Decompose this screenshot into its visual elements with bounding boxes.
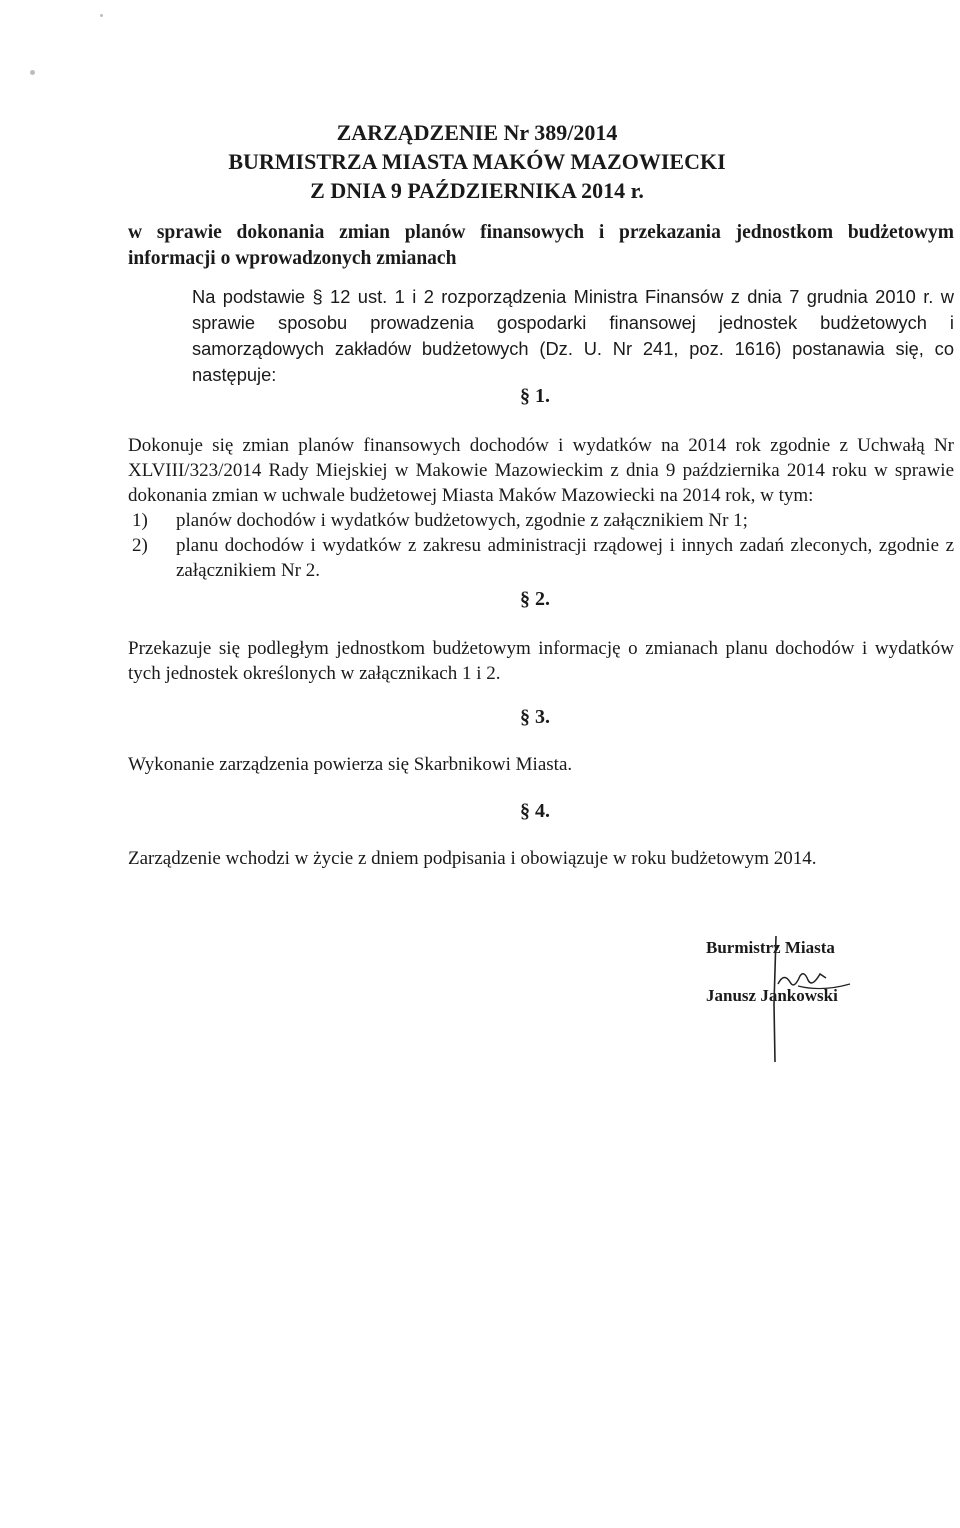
legal-basis bbox=[128, 284, 954, 388]
title-line-2: BURMISTRZA MIASTA MAKÓW MAZOWIECKI bbox=[228, 149, 726, 174]
signatory-name: Janusz Jankowski bbox=[706, 986, 838, 1005]
document-title bbox=[0, 118, 960, 205]
section-2-text: Przekazuje się podległym jednostkom budżetowym informację o zmianach planu dochodów i wydatków tych jednostek określonych w załącznikach 1 i 2. bbox=[128, 638, 954, 684]
list-item-text: planu dochodów i wydatków z zakresu administracji rządowej i innych zadań zleconych, zgodnie z załącznikiem Nr 2. bbox=[176, 535, 954, 581]
title-line-1: ZARZĄDZENIE Nr 389/2014 bbox=[336, 120, 618, 145]
scan-speck bbox=[30, 70, 35, 75]
section-2-mark: § 2. bbox=[520, 588, 550, 610]
section-1-text: Dokonuje się zmian planów finansowych dochodów i wydatków na 2014 rok zgodnie z Uchwałą Nr XLVIII/323/2014 Rady Miejskiej w Makowie Mazowieckim z dnia 9 października 2014 roku w sprawie dokonania zmian w uchwale budżetowej Miasta Maków Mazowiecki na 2014 rok, w tym: bbox=[128, 435, 954, 506]
list-item bbox=[128, 508, 954, 533]
section-3-text: Wykonanie zarządzenia powierza się Skarbnikowi Miasta. bbox=[128, 754, 573, 775]
list-item-text: planów dochodów i wydatków budżetowych, zgodnie z załącznikiem Nr 1; bbox=[176, 510, 748, 531]
list-item-number: 2) bbox=[132, 535, 148, 556]
section-4-mark: § 4. bbox=[520, 800, 550, 822]
signatory-title: Burmistrz Miasta bbox=[706, 938, 835, 957]
title-line-3: Z DNIA 9 PAŹDZIERNIKA 2014 r. bbox=[310, 178, 644, 203]
handwritten-signature bbox=[760, 934, 870, 1064]
section-1-mark: § 1. bbox=[520, 385, 550, 407]
list-item bbox=[128, 533, 954, 583]
legal-basis-text: Na podstawie § 12 ust. 1 i 2 rozporządzenia Ministra Finansów z dnia 7 grudnia 2010 r. w sprawie sposobu prowadzenia gospodarki finansowej jednostek budżetowych i samorządowych zakładów budżetowych (Dz. U. Nr 241, poz. 1616) postanawia się, co następuje: bbox=[192, 286, 954, 385]
section-3-mark: § 3. bbox=[520, 706, 550, 728]
document-subject: w sprawie dokonania zmian planów finansowych i przekazania jednostkom budżetowym informacji o wprowadzonych zmianach bbox=[128, 222, 954, 269]
section-4-text: Zarządzenie wchodzi w życie z dniem podpisania i obowiązuje w roku budżetowym 2014. bbox=[128, 848, 817, 869]
scan-speck bbox=[100, 14, 103, 17]
list-item-number: 1) bbox=[132, 510, 148, 531]
